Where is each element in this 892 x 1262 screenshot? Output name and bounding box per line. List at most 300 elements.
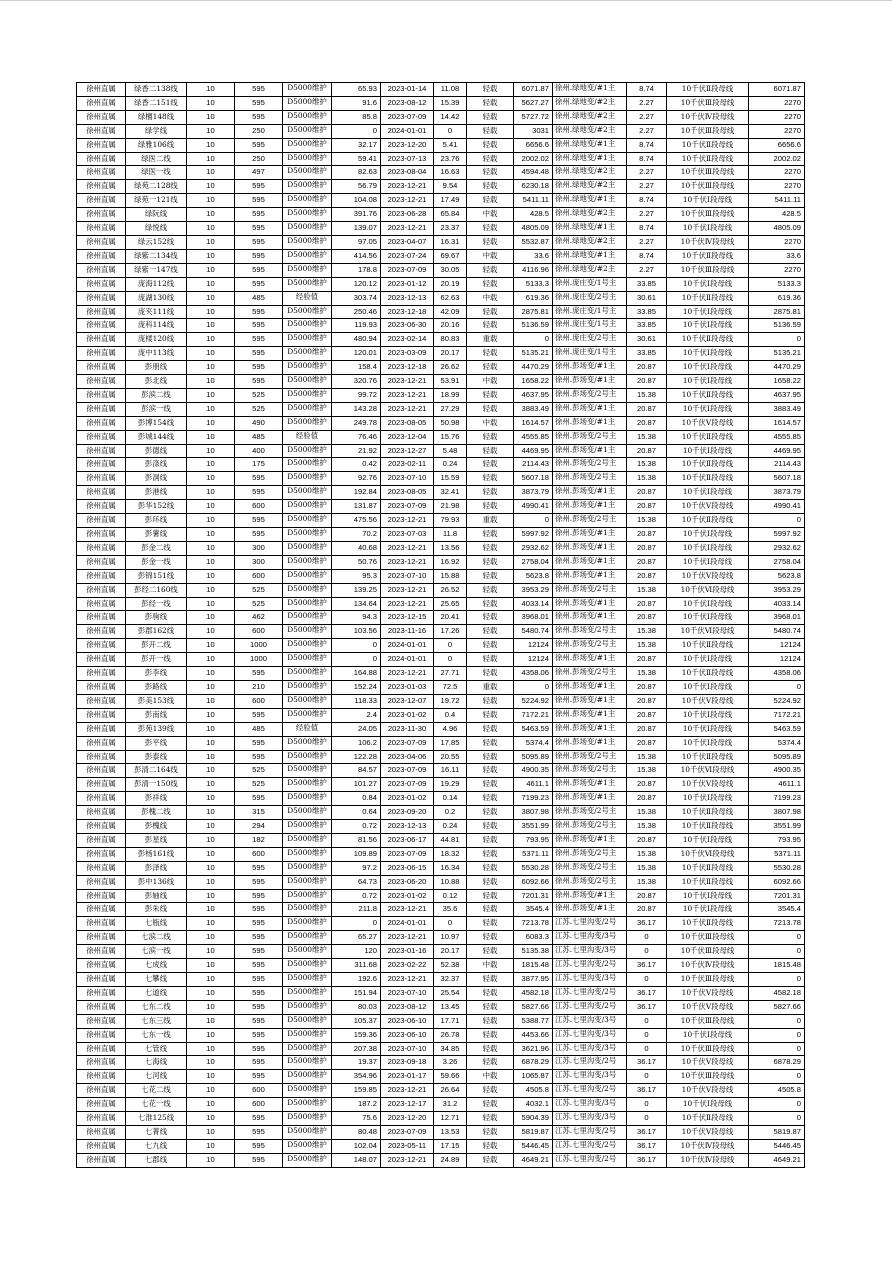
table-row	[77, 959, 805, 973]
available-capacity-cell: 3545.4	[514, 903, 553, 917]
table-row	[77, 166, 805, 180]
line-name-cell: 彭美153线	[126, 694, 187, 708]
limit-cell: 595	[235, 1000, 283, 1014]
transformer-margin-cell: 30.61	[627, 333, 667, 347]
transformer-cell: 江苏.七里沟变/3号	[553, 1070, 627, 1084]
date-cell: 2023-07-09	[381, 764, 434, 778]
voltage-cell: 10	[187, 1000, 235, 1014]
line-name-cell: 彭朱线	[126, 903, 187, 917]
transformer-cell: 徐州.彭场变/2号主	[553, 861, 627, 875]
transformer-margin-cell: 8.74	[627, 222, 667, 236]
transformer-cell: 徐州.绿地变/#2主	[553, 235, 627, 249]
max-current-cell: 19.37	[332, 1056, 381, 1070]
load-rate-cell: 14.42	[434, 110, 467, 124]
voltage-cell: 10	[187, 541, 235, 555]
final-capacity-cell: 7213.78	[749, 917, 805, 931]
table-row	[77, 917, 805, 931]
limit-cell: 595	[235, 333, 283, 347]
load-rate-cell: 0.14	[434, 792, 467, 806]
load-rate-cell: 12.71	[434, 1112, 467, 1126]
transformer-margin-cell: 20.87	[627, 486, 667, 500]
table-row	[77, 903, 805, 917]
voltage-cell: 10	[187, 166, 235, 180]
unit-cell: 徐州直属	[77, 249, 126, 263]
source-cell: D5000维护	[283, 388, 332, 402]
voltage-cell: 10	[187, 555, 235, 569]
limit-cell: 595	[235, 138, 283, 152]
load-status-cell: 重载	[467, 680, 514, 694]
line-name-cell: 七东二线	[126, 1000, 187, 1014]
max-current-cell: 311.68	[332, 959, 381, 973]
available-capacity-cell: 5819.87	[514, 1125, 553, 1139]
line-name-cell: 彭经一线	[126, 597, 187, 611]
table-row	[77, 986, 805, 1000]
date-cell: 2023-07-03	[381, 528, 434, 542]
final-capacity-cell: 3873.79	[749, 486, 805, 500]
max-current-cell: 164.88	[332, 667, 381, 681]
load-rate-cell: 17.15	[434, 1139, 467, 1153]
load-rate-cell: 0.24	[434, 458, 467, 472]
line-name-cell: 彭金一线	[126, 555, 187, 569]
max-current-cell: 122.28	[332, 750, 381, 764]
max-current-cell: 250.46	[332, 305, 381, 319]
line-name-cell: 彭泰线	[126, 750, 187, 764]
transformer-margin-cell: 20.87	[627, 555, 667, 569]
max-current-cell: 50.76	[332, 555, 381, 569]
available-capacity-cell: 5224.92	[514, 694, 553, 708]
max-current-cell: 32.17	[332, 138, 381, 152]
limit-cell: 595	[235, 222, 283, 236]
busbar-cell: 10千伏Ⅲ段母线	[667, 96, 749, 110]
line-name-cell: 绿阮线	[126, 208, 187, 222]
load-status-cell: 轻载	[467, 708, 514, 722]
line-name-cell: 彭路线	[126, 680, 187, 694]
source-cell: D5000维护	[283, 500, 332, 514]
table-row	[77, 180, 805, 194]
line-name-cell: 绿雅106线	[126, 138, 187, 152]
voltage-cell: 10	[187, 611, 235, 625]
transformer-margin-cell: 20.87	[627, 597, 667, 611]
max-current-cell: 152.24	[332, 680, 381, 694]
load-status-cell: 中载	[467, 208, 514, 222]
transformer-margin-cell: 0	[627, 1028, 667, 1042]
date-cell: 2023-01-12	[381, 277, 434, 291]
available-capacity-cell: 1658.22	[514, 375, 553, 389]
line-name-cell: 绿学线	[126, 124, 187, 138]
line-name-cell: 庞海112线	[126, 277, 187, 291]
table-row	[77, 583, 805, 597]
limit-cell: 595	[235, 708, 283, 722]
final-capacity-cell: 6656.6	[749, 138, 805, 152]
voltage-cell: 10	[187, 750, 235, 764]
voltage-cell: 10	[187, 1042, 235, 1056]
unit-cell: 徐州直属	[77, 931, 126, 945]
table-row	[77, 444, 805, 458]
line-name-cell: 七东一线	[126, 1028, 187, 1042]
load-status-cell: 轻载	[467, 861, 514, 875]
line-name-cell: 绿香二151线	[126, 96, 187, 110]
available-capacity-cell: 4555.85	[514, 430, 553, 444]
max-current-cell: 70.2	[332, 528, 381, 542]
final-capacity-cell: 7199.23	[749, 792, 805, 806]
final-capacity-cell: 4900.35	[749, 764, 805, 778]
limit-cell: 595	[235, 347, 283, 361]
transformer-margin-cell: 20.87	[627, 680, 667, 694]
available-capacity-cell: 5446.45	[514, 1139, 553, 1153]
load-status-cell: 轻载	[467, 1056, 514, 1070]
max-current-cell: 320.76	[332, 375, 381, 389]
voltage-cell: 10	[187, 680, 235, 694]
transformer-margin-cell: 20.87	[627, 792, 667, 806]
final-capacity-cell: 6092.66	[749, 875, 805, 889]
available-capacity-cell: 0	[514, 514, 553, 528]
table-row	[77, 806, 805, 820]
busbar-cell: 10千伏Ⅳ段母线	[667, 1139, 749, 1153]
transformer-margin-cell: 15.38	[627, 514, 667, 528]
limit-cell: 175	[235, 458, 283, 472]
load-rate-cell: 0	[434, 917, 467, 931]
load-rate-cell: 13.53	[434, 1125, 467, 1139]
final-capacity-cell: 0	[749, 1014, 805, 1028]
date-cell: 2023-12-13	[381, 291, 434, 305]
available-capacity-cell: 5136.59	[514, 319, 553, 333]
transformer-margin-cell: 15.38	[627, 430, 667, 444]
load-status-cell: 轻载	[467, 444, 514, 458]
line-name-cell: 七瓶线	[126, 917, 187, 931]
voltage-cell: 10	[187, 528, 235, 542]
available-capacity-cell: 4805.09	[514, 222, 553, 236]
transformer-cell: 徐州.彭场变/#1主	[553, 361, 627, 375]
busbar-cell: 10千伏Ⅲ段母线	[667, 931, 749, 945]
source-cell: D5000维护	[283, 736, 332, 750]
final-capacity-cell: 2270	[749, 96, 805, 110]
available-capacity-cell: 6083.3	[514, 931, 553, 945]
voltage-cell: 10	[187, 1084, 235, 1098]
final-capacity-cell: 2932.62	[749, 541, 805, 555]
voltage-cell: 10	[187, 333, 235, 347]
final-capacity-cell: 4470.29	[749, 361, 805, 375]
available-capacity-cell: 3877.95	[514, 973, 553, 987]
voltage-cell: 10	[187, 514, 235, 528]
date-cell: 2023-12-21	[381, 597, 434, 611]
table-row	[77, 597, 805, 611]
final-capacity-cell: 5819.87	[749, 1125, 805, 1139]
voltage-cell: 10	[187, 722, 235, 736]
load-status-cell: 轻载	[467, 611, 514, 625]
transformer-margin-cell: 0	[627, 1042, 667, 1056]
load-status-cell: 轻载	[467, 388, 514, 402]
unit-cell: 徐州直属	[77, 667, 126, 681]
transformer-cell: 徐州.彭场变/#1主	[553, 792, 627, 806]
transformer-cell: 徐州.绿地变/#2主	[553, 124, 627, 138]
limit-cell: 595	[235, 945, 283, 959]
load-rate-cell: 23.37	[434, 222, 467, 236]
available-capacity-cell: 1065.87	[514, 1070, 553, 1084]
voltage-cell: 10	[187, 833, 235, 847]
load-rate-cell: 72.5	[434, 680, 467, 694]
final-capacity-cell: 0	[749, 1070, 805, 1084]
limit-cell: 485	[235, 430, 283, 444]
available-capacity-cell: 5135.21	[514, 347, 553, 361]
busbar-cell: 10千伏Ⅱ段母线	[667, 1112, 749, 1126]
unit-cell: 徐州直属	[77, 1125, 126, 1139]
unit-cell: 徐州直属	[77, 1028, 126, 1042]
source-cell: D5000维护	[283, 959, 332, 973]
transformer-cell: 江苏.七里沟变/2号	[553, 1125, 627, 1139]
load-rate-cell: 3.26	[434, 1056, 467, 1070]
transformer-margin-cell: 20.87	[627, 416, 667, 430]
limit-cell: 595	[235, 667, 283, 681]
load-rate-cell: 0.4	[434, 708, 467, 722]
load-status-cell: 轻载	[467, 166, 514, 180]
unit-cell: 徐州直属	[77, 444, 126, 458]
final-capacity-cell: 4358.06	[749, 667, 805, 681]
busbar-cell: 10千伏Ⅰ段母线	[667, 792, 749, 806]
source-cell: D5000维护	[283, 639, 332, 653]
limit-cell: 595	[235, 361, 283, 375]
table-row	[77, 472, 805, 486]
voltage-cell: 10	[187, 138, 235, 152]
unit-cell: 徐州直属	[77, 528, 126, 542]
page-top-rule	[0, 0, 892, 1]
transformer-margin-cell: 0	[627, 931, 667, 945]
load-rate-cell: 44.81	[434, 833, 467, 847]
table-row	[77, 514, 805, 528]
transformer-margin-cell: 20.87	[627, 889, 667, 903]
available-capacity-cell: 5997.92	[514, 528, 553, 542]
source-cell: D5000维护	[283, 764, 332, 778]
max-current-cell: 24.05	[332, 722, 381, 736]
transformer-cell: 徐州.彭场变/2号主	[553, 625, 627, 639]
voltage-cell: 10	[187, 820, 235, 834]
available-capacity-cell: 33.6	[514, 249, 553, 263]
line-name-cell: 彭李线	[126, 667, 187, 681]
voltage-cell: 10	[187, 361, 235, 375]
source-cell: D5000维护	[283, 792, 332, 806]
busbar-cell: 10千伏Ⅰ段母线	[667, 528, 749, 542]
table-row	[77, 792, 805, 806]
source-cell: D5000维护	[283, 472, 332, 486]
date-cell: 2023-12-21	[381, 402, 434, 416]
line-name-cell: 绿悦线	[126, 222, 187, 236]
available-capacity-cell: 2002.02	[514, 152, 553, 166]
load-status-cell: 中载	[467, 249, 514, 263]
load-rate-cell: 18.32	[434, 847, 467, 861]
busbar-cell: 10千伏Ⅰ段母线	[667, 653, 749, 667]
load-status-cell: 轻载	[467, 833, 514, 847]
unit-cell: 徐州直属	[77, 1000, 126, 1014]
date-cell: 2023-12-21	[381, 903, 434, 917]
limit-cell: 1000	[235, 639, 283, 653]
load-rate-cell: 42.09	[434, 305, 467, 319]
line-name-cell: 庞湖130线	[126, 291, 187, 305]
transformer-margin-cell: 0	[627, 1014, 667, 1028]
unit-cell: 徐州直属	[77, 291, 126, 305]
limit-cell: 595	[235, 263, 283, 277]
load-rate-cell: 20.55	[434, 750, 467, 764]
available-capacity-cell: 3807.98	[514, 806, 553, 820]
load-status-cell: 轻载	[467, 305, 514, 319]
date-cell: 2023-09-18	[381, 1056, 434, 1070]
limit-cell: 525	[235, 764, 283, 778]
transformer-cell: 徐州.绿地变/#1主	[553, 138, 627, 152]
transformer-margin-cell: 15.38	[627, 847, 667, 861]
limit-cell: 595	[235, 1112, 283, 1126]
table-row	[77, 1028, 805, 1042]
unit-cell: 徐州直属	[77, 583, 126, 597]
load-status-cell: 轻载	[467, 986, 514, 1000]
unit-cell: 徐州直属	[77, 639, 126, 653]
source-cell: D5000维护	[283, 1028, 332, 1042]
max-current-cell: 80.48	[332, 1125, 381, 1139]
available-capacity-cell: 3551.99	[514, 820, 553, 834]
final-capacity-cell: 0	[749, 1042, 805, 1056]
transformer-margin-cell: 20.87	[627, 833, 667, 847]
transformer-cell: 徐州.彭场变/#1主	[553, 833, 627, 847]
date-cell: 2023-12-21	[381, 375, 434, 389]
date-cell: 2023-01-02	[381, 889, 434, 903]
line-name-cell: 七花一线	[126, 1098, 187, 1112]
max-current-cell: 81.56	[332, 833, 381, 847]
line-name-cell: 绿医二线	[126, 152, 187, 166]
voltage-cell: 10	[187, 569, 235, 583]
transformer-cell: 徐州.绿地变/#1主	[553, 222, 627, 236]
busbar-cell: 10千伏Ⅴ段母线	[667, 1000, 749, 1014]
limit-cell: 595	[235, 83, 283, 97]
date-cell: 2023-12-18	[381, 361, 434, 375]
max-current-cell: 0.84	[332, 792, 381, 806]
source-cell: D5000维护	[283, 861, 332, 875]
transformer-cell: 徐州.庞庄变/1号主	[553, 347, 627, 361]
final-capacity-cell: 4555.85	[749, 430, 805, 444]
transformer-margin-cell: 8.74	[627, 138, 667, 152]
unit-cell: 徐州直属	[77, 555, 126, 569]
unit-cell: 徐州直属	[77, 361, 126, 375]
date-cell: 2023-12-27	[381, 444, 434, 458]
load-rate-cell: 0.12	[434, 889, 467, 903]
voltage-cell: 10	[187, 388, 235, 402]
transformer-margin-cell: 15.38	[627, 820, 667, 834]
busbar-cell: 10千伏Ⅰ段母线	[667, 486, 749, 500]
load-status-cell: 轻载	[467, 778, 514, 792]
table-row	[77, 291, 805, 305]
busbar-cell: 10千伏Ⅲ段母线	[667, 1070, 749, 1084]
transformer-cell: 江苏.七里沟变/2号	[553, 1153, 627, 1167]
voltage-cell: 10	[187, 458, 235, 472]
transformer-cell: 徐州.庞庄变/1号主	[553, 305, 627, 319]
source-cell: D5000维护	[283, 208, 332, 222]
max-current-cell: 159.36	[332, 1028, 381, 1042]
available-capacity-cell: 7213.78	[514, 917, 553, 931]
available-capacity-cell: 5135.38	[514, 945, 553, 959]
source-cell: D5000维护	[283, 750, 332, 764]
available-capacity-cell: 5627.27	[514, 96, 553, 110]
limit-cell: 525	[235, 583, 283, 597]
voltage-cell: 10	[187, 263, 235, 277]
table-row	[77, 667, 805, 681]
available-capacity-cell: 0	[514, 680, 553, 694]
transformer-cell: 江苏.七里沟变/2号	[553, 1084, 627, 1098]
unit-cell: 徐州直属	[77, 110, 126, 124]
available-capacity-cell: 5623.8	[514, 569, 553, 583]
busbar-cell: 10千伏Ⅰ段母线	[667, 402, 749, 416]
source-cell: D5000维护	[283, 1042, 332, 1056]
unit-cell: 徐州直属	[77, 208, 126, 222]
source-cell: D5000维护	[283, 694, 332, 708]
source-cell: D5000维护	[283, 903, 332, 917]
date-cell: 2023-01-17	[381, 1070, 434, 1084]
max-current-cell: 120	[332, 945, 381, 959]
unit-cell: 徐州直属	[77, 375, 126, 389]
load-rate-cell: 16.31	[434, 235, 467, 249]
available-capacity-cell: 4637.95	[514, 388, 553, 402]
load-status-cell: 轻载	[467, 124, 514, 138]
busbar-cell: 10千伏Ⅱ段母线	[667, 861, 749, 875]
load-rate-cell: 15.76	[434, 430, 467, 444]
final-capacity-cell: 12124	[749, 639, 805, 653]
table-row	[77, 625, 805, 639]
limit-cell: 595	[235, 1070, 283, 1084]
source-cell: D5000维护	[283, 1112, 332, 1126]
max-current-cell: 0.72	[332, 820, 381, 834]
final-capacity-cell: 619.36	[749, 291, 805, 305]
date-cell: 2023-09-20	[381, 806, 434, 820]
source-cell: D5000维护	[283, 847, 332, 861]
max-current-cell: 391.76	[332, 208, 381, 222]
max-current-cell: 101.27	[332, 778, 381, 792]
final-capacity-cell: 0	[749, 333, 805, 347]
table-row	[77, 277, 805, 291]
busbar-cell: 10千伏Ⅲ段母线	[667, 263, 749, 277]
final-capacity-cell: 4990.41	[749, 500, 805, 514]
date-cell: 2023-12-21	[381, 222, 434, 236]
busbar-cell: 10千伏Ⅰ段母线	[667, 1028, 749, 1042]
transformer-margin-cell: 0	[627, 1112, 667, 1126]
available-capacity-cell: 12124	[514, 639, 553, 653]
final-capacity-cell: 7172.21	[749, 708, 805, 722]
load-status-cell: 轻载	[467, 917, 514, 931]
load-rate-cell: 80.83	[434, 333, 467, 347]
table-row	[77, 222, 805, 236]
transformer-cell: 徐州.庞庄变/2号主	[553, 333, 627, 347]
load-rate-cell: 16.11	[434, 764, 467, 778]
transformer-cell: 徐州.彭场变/#1主	[553, 903, 627, 917]
voltage-cell: 10	[187, 625, 235, 639]
date-cell: 2023-12-21	[381, 541, 434, 555]
voltage-cell: 10	[187, 305, 235, 319]
available-capacity-cell: 7199.23	[514, 792, 553, 806]
max-current-cell: 76.46	[332, 430, 381, 444]
line-name-cell: 绿云152线	[126, 235, 187, 249]
load-status-cell: 轻载	[467, 1139, 514, 1153]
available-capacity-cell: 5607.18	[514, 472, 553, 486]
max-current-cell: 85.8	[332, 110, 381, 124]
date-cell: 2023-07-10	[381, 986, 434, 1000]
transformer-cell: 江苏.七里沟变/2号	[553, 986, 627, 1000]
voltage-cell: 10	[187, 903, 235, 917]
line-name-cell: 绿紫二134线	[126, 249, 187, 263]
source-cell: D5000维护	[283, 333, 332, 347]
final-capacity-cell: 3545.4	[749, 903, 805, 917]
load-rate-cell: 21.98	[434, 500, 467, 514]
unit-cell: 徐州直属	[77, 986, 126, 1000]
transformer-cell: 江苏.七里沟变/3号	[553, 945, 627, 959]
max-current-cell: 0	[332, 653, 381, 667]
busbar-cell: 10千伏Ⅲ段母线	[667, 945, 749, 959]
voltage-cell: 10	[187, 792, 235, 806]
limit-cell: 315	[235, 806, 283, 820]
load-status-cell: 轻载	[467, 402, 514, 416]
